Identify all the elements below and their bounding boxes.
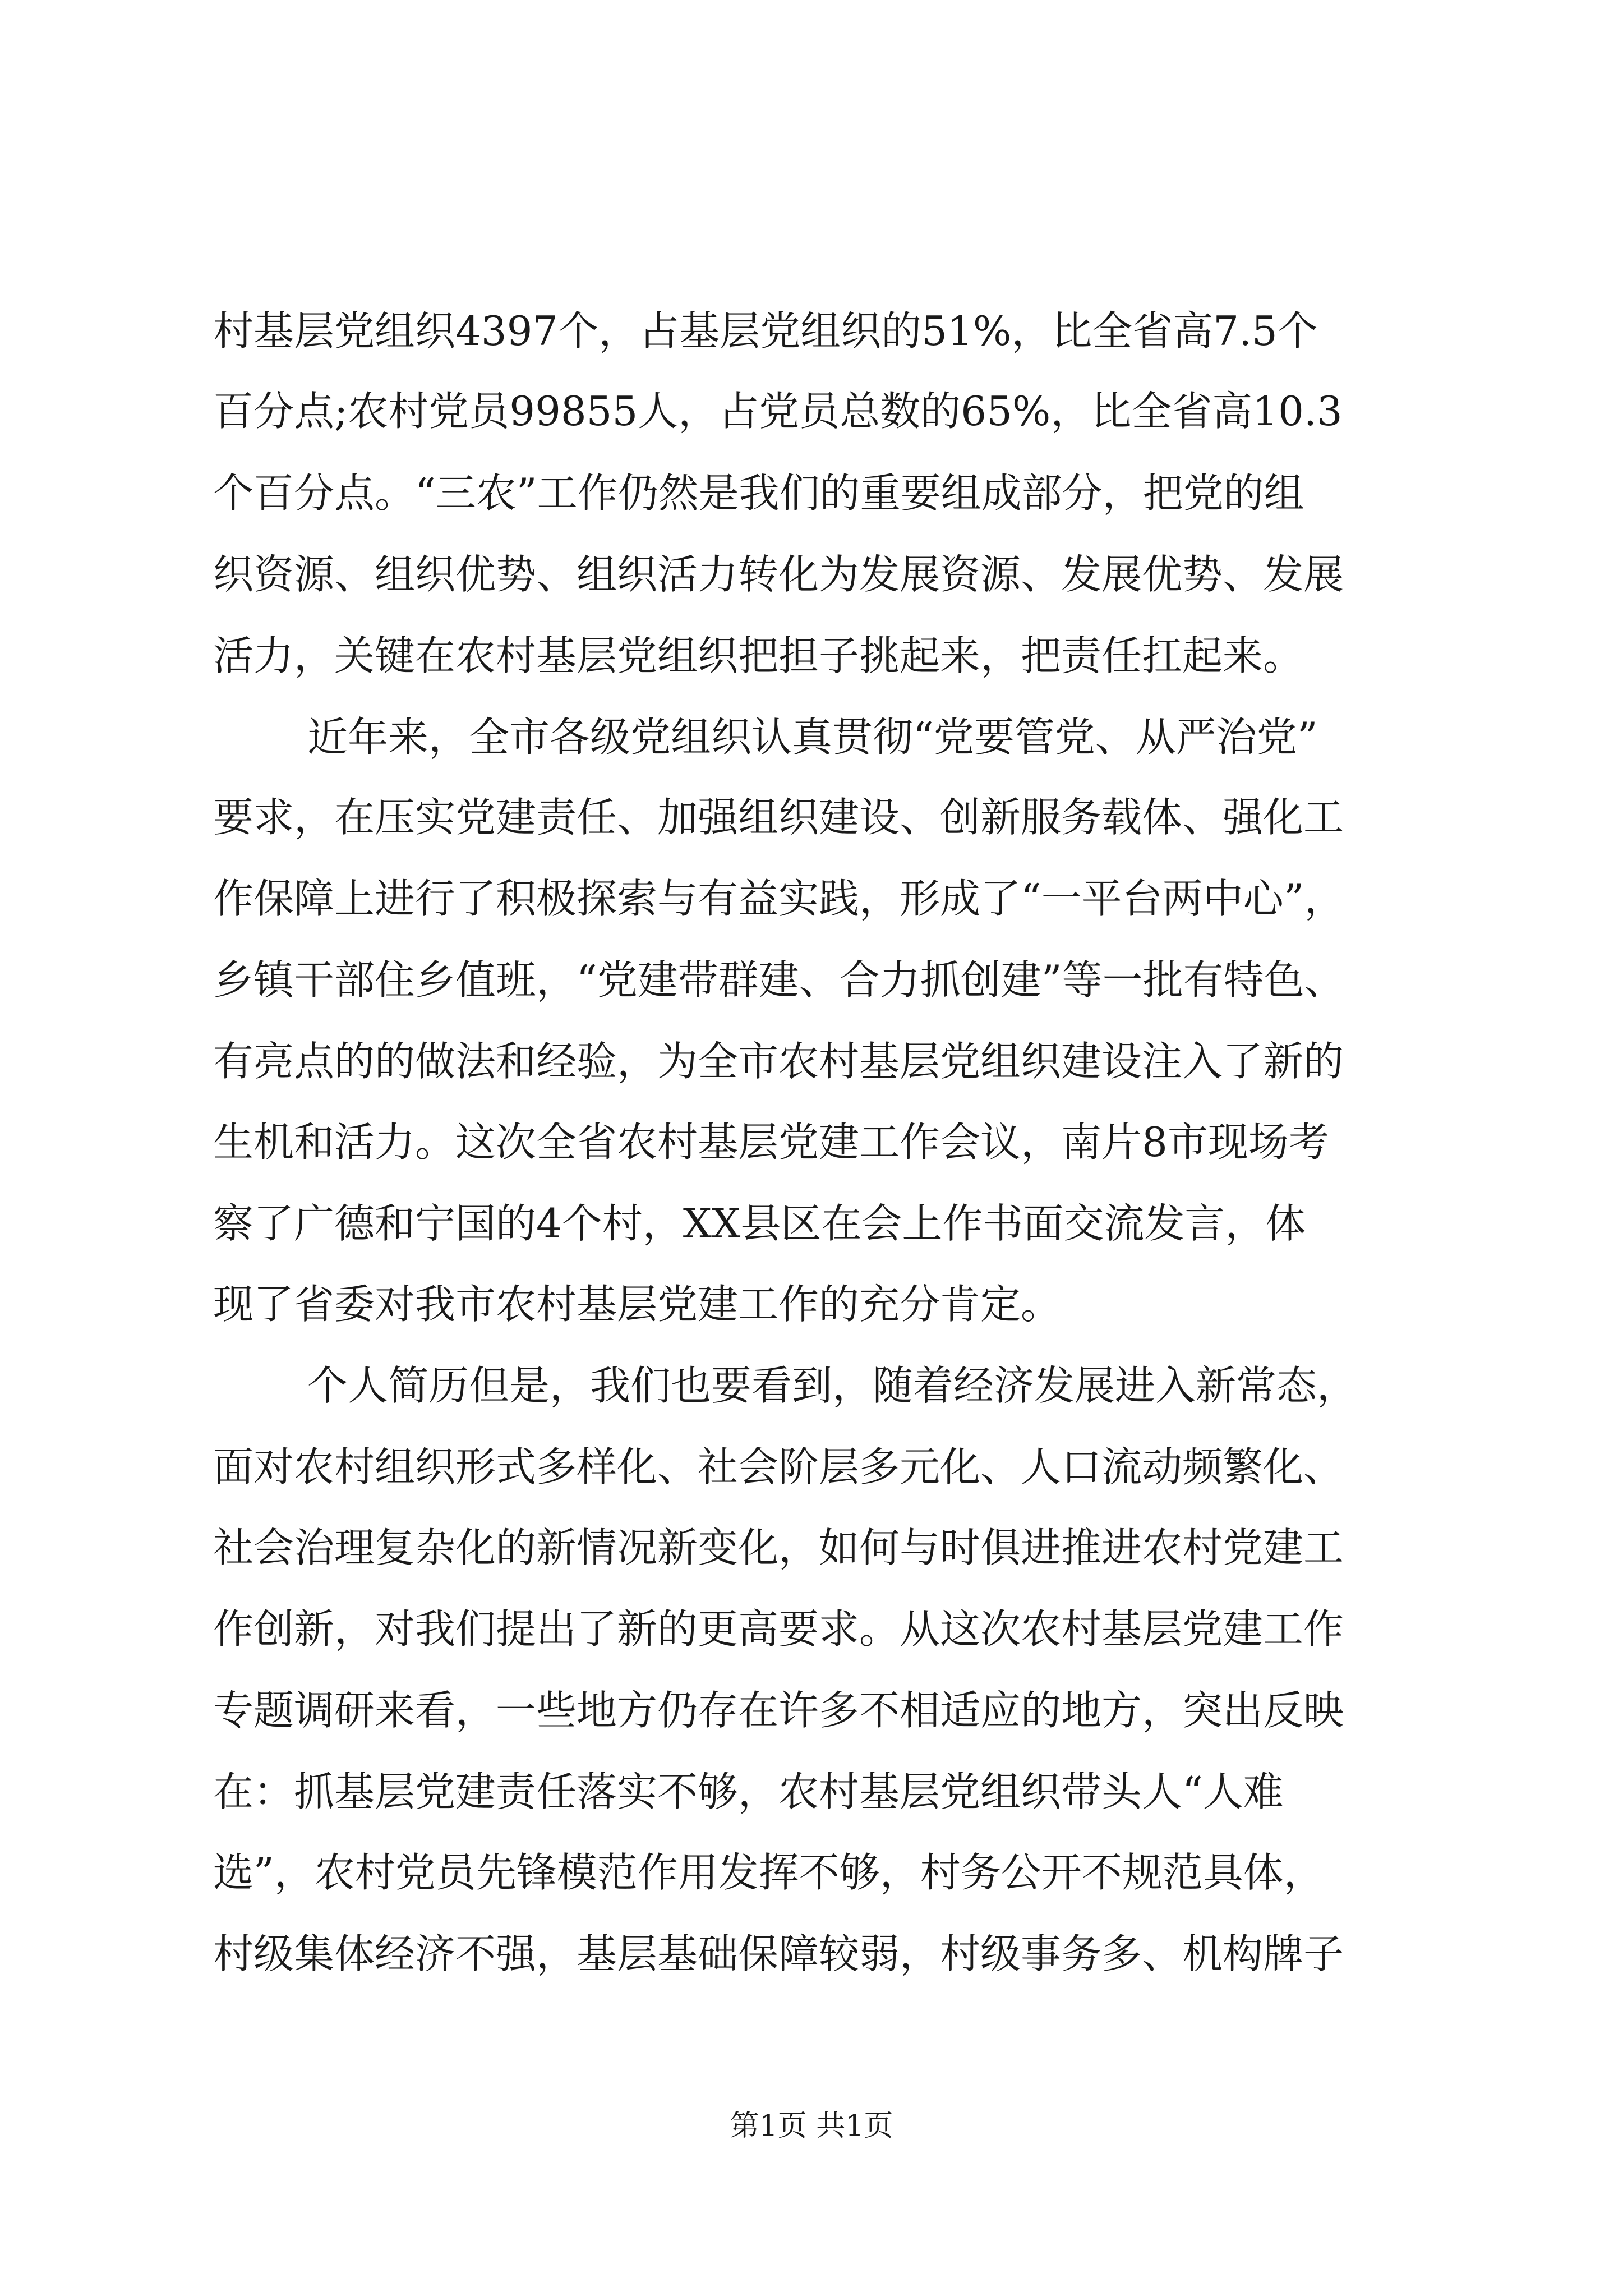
text-line-content: 选”，农村党员先锋模范作用发挥不够，村务公开不规范具体， — [213, 1849, 1324, 1896]
text-line — [0, 300, 1623, 362]
text-line-content: 社会治理复杂化的新情况新变化，如何与时俱进推进农村党建工 — [213, 1524, 1344, 1571]
text-line-content: 作创新，对我们提出了新的更高要求。从这次农村基层党建工作 — [213, 1605, 1344, 1653]
text-line — [0, 949, 1623, 1011]
text-line-content: 现了省委对我市农村基层党建工作的充分肯定。 — [213, 1281, 1062, 1328]
text-line — [0, 1193, 1623, 1254]
paragraph-first-line — [0, 706, 1623, 768]
text-line-content: 乡镇干部住乡值班，“党建带群建、合力抓创建”等一批有特色、 — [213, 956, 1345, 1004]
text-line — [0, 868, 1623, 930]
text-line — [0, 1923, 1623, 1985]
page-number: 第1页 共1页 — [730, 2109, 893, 2143]
text-line-content: 在：抓基层党建责任落实不够，农村基层党组织带头人“人难 — [213, 1768, 1284, 1815]
text-line-content: 察了广德和宁国的4个村，XX县区在会上作书面交流发言，体 — [213, 1200, 1306, 1247]
text-line — [0, 1842, 1623, 1903]
text-line-content: 个百分点。“三农”工作仍然是我们的重要组成部分，把党的组 — [213, 470, 1304, 517]
text-line — [0, 786, 1623, 848]
text-line — [0, 1030, 1623, 1092]
text-line — [0, 1273, 1623, 1335]
text-line — [0, 1111, 1623, 1173]
text-line — [0, 1436, 1623, 1498]
text-line-content: 百分点;农村党员99855人，占党员总数的65%，比全省高10.3 — [213, 388, 1343, 435]
text-line-content: 有亮点的的做法和经验，为全市农村基层党组织建设注入了新的 — [213, 1038, 1344, 1085]
text-line-content: 生机和活力。这次全省农村基层党建工作会议，南片8市现场考 — [213, 1119, 1329, 1166]
text-line-content: 活力，关键在农村基层党组织把担子挑起来，把责任扛起来。 — [213, 632, 1304, 679]
text-line — [0, 1517, 1623, 1579]
text-line-content: 面对农村组织形式多样化、社会阶层多元化、人口流动频繁化、 — [213, 1443, 1344, 1490]
text-line — [0, 625, 1623, 687]
paragraph-first-line — [0, 1355, 1623, 1416]
text-line-content: 村基层党组织4397个，占基层党组织的51%，比全省高7.5个 — [213, 307, 1318, 355]
text-line — [0, 1680, 1623, 1741]
text-line-content: 村级集体经济不强，基层基础保障较弱，村级事务多、机构牌子 — [213, 1930, 1344, 1977]
text-line-content: 作保障上进行了积极探索与有益实践，形成了“一平台两中心”， — [213, 875, 1345, 922]
text-line — [0, 544, 1623, 605]
page-footer — [0, 2106, 1623, 2146]
text-line-content: 要求，在压实党建责任、加强组织建设、创新服务载体、强化工 — [213, 794, 1344, 841]
text-line-content: 近年来，全市各级党组织认真贯彻“党要管党、从严治党” — [307, 714, 1318, 761]
text-line-content: 专题调研来看，一些地方仍存在许多不相适应的地方，突出反映 — [213, 1687, 1344, 1734]
text-line-content: 织资源、组织优势、组织活力转化为发展资源、发展优势、发展 — [213, 551, 1344, 598]
text-line-content: 个人简历但是，我们也要看到，随着经济发展进入新常态， — [307, 1362, 1358, 1409]
text-line — [0, 1598, 1623, 1660]
text-line — [0, 462, 1623, 524]
text-line — [0, 1761, 1623, 1823]
text-line — [0, 380, 1623, 442]
